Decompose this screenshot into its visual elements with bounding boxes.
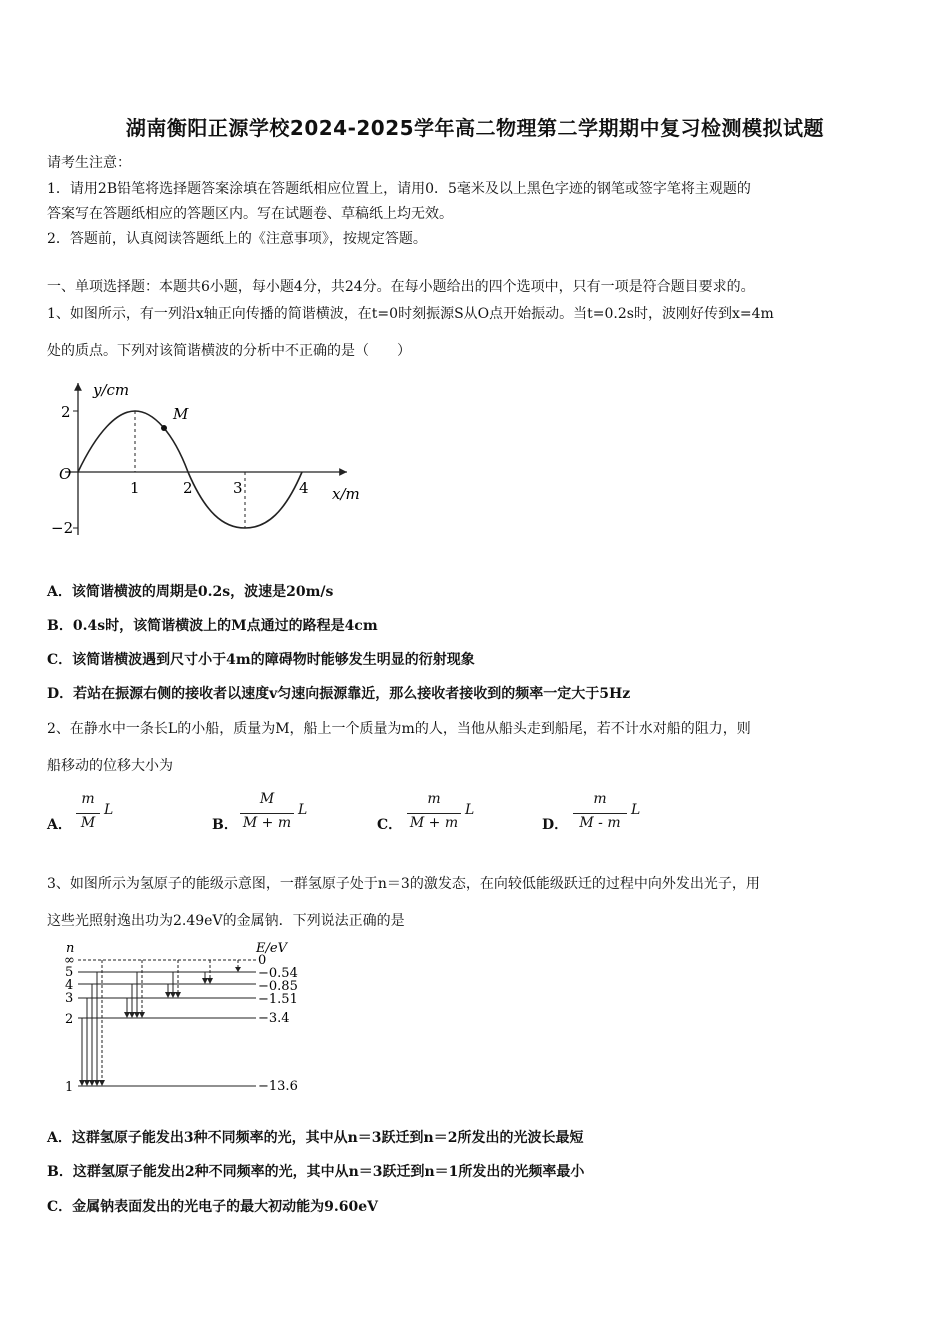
q2-option-a-fraction: m M bbox=[76, 791, 100, 839]
q2-option-c-label: C． bbox=[377, 817, 403, 833]
q3-option-b: B．这群氢原子能发出2种不同频率的光，其中从n＝3跃迁到n＝1所发出的光频率最小 bbox=[47, 1164, 585, 1180]
q1-option-c: C．该简谐横波遇到尺寸小于4m的障碍物时能够发生明显的衍射现象 bbox=[47, 652, 475, 668]
x-tick-4: 4 bbox=[299, 479, 309, 497]
q1-option-a: A．该简谐横波的周期是0.2s，波速是20m/s bbox=[47, 584, 334, 600]
level-n-5: 5 bbox=[65, 965, 74, 980]
q2-stem-line2: 船移动的位移大小为 bbox=[47, 758, 173, 774]
q2-option-b-label: B． bbox=[212, 817, 238, 833]
q2-stem-line1: 2、在静水中一条长L的小船，质量为M，船上一个质量为m的人，当他从船头走到船尾，若不计水对船的阻力，则 bbox=[47, 721, 751, 737]
level-e-0: 0 bbox=[258, 953, 267, 968]
q2-option-d-label: D． bbox=[542, 817, 569, 833]
level-e-2: −3.4 bbox=[258, 1011, 290, 1026]
origin-label: O bbox=[59, 465, 72, 483]
level-n-1: 1 bbox=[65, 1080, 74, 1095]
q1-stem-line2: 处的质点。下列对该简谐横波的分析中不正确的是（ ） bbox=[47, 343, 411, 359]
level-e-1: −13.6 bbox=[258, 1079, 298, 1094]
wave-graph bbox=[45, 375, 375, 545]
q2-option-a-label: A． bbox=[47, 817, 72, 833]
e-axis-label: E/eV bbox=[256, 941, 287, 956]
q2-option-c-tail: L bbox=[465, 802, 475, 818]
x-tick-3: 3 bbox=[233, 479, 243, 497]
page-title: 湖南衡阳正源学校2024-2025学年高二物理第二学期期中复习检测模拟试题 bbox=[125, 116, 825, 140]
y-tick-2: 2 bbox=[61, 403, 71, 421]
x-axis-label: x/m bbox=[332, 485, 360, 503]
q2-option-c-fraction: m M + m bbox=[407, 791, 461, 839]
q2-option-b-fraction: M M + m bbox=[240, 791, 294, 839]
point-M bbox=[161, 425, 167, 431]
q2-option-b-tail: L bbox=[298, 802, 308, 818]
x-tick-1: 1 bbox=[130, 479, 140, 497]
q1-option-d: D．若站在振源右侧的接收者以速度v匀速向振源靠近，那么接收者接收到的频率一定大于5Hz bbox=[47, 686, 631, 702]
notice-heading: 请考生注意： bbox=[47, 155, 131, 171]
level-n-2: 2 bbox=[65, 1012, 74, 1027]
section-heading: 一、单项选择题：本题共6小题，每小题4分，共24分。在每小题给出的四个选项中，只有一项是符合题目要求的。 bbox=[47, 279, 755, 295]
q3-option-a: A．这群氢原子能发出3种不同频率的光，其中从n＝3跃迁到n＝2所发出的光波长最短 bbox=[47, 1130, 584, 1146]
y-axis-label: y/cm bbox=[93, 381, 130, 399]
notice-item-1: 1．请用2B铅笔将选择题答案涂填在答题纸相应位置上，请用0．5毫米及以上黑色字迹的钢笔或签字笔将主观题的 bbox=[47, 181, 751, 197]
q3-stem-line2: 这些光照射逸出功为2.49eV的金属钠．下列说法正确的是 bbox=[47, 913, 405, 929]
notice-item-1-cont: 答案写在答题纸相应的答题区内。写在试题卷、草稿纸上均无效。 bbox=[47, 206, 453, 222]
energy-level-diagram bbox=[60, 938, 310, 1098]
x-tick-2: 2 bbox=[183, 479, 193, 497]
n-axis-label: n bbox=[66, 941, 75, 956]
level-n-inf: ∞ bbox=[64, 953, 75, 968]
q2-option-d-tail: L bbox=[631, 802, 641, 818]
level-n-4: 4 bbox=[65, 978, 74, 993]
q3-option-c: C．金属钠表面发出的光电子的最大初动能为9.60eV bbox=[47, 1199, 379, 1215]
level-e-3: −1.51 bbox=[258, 992, 298, 1007]
q3-stem-line1: 3、如图所示为氢原子的能级示意图，一群氢原子处于n＝3的激发态，在向较低能级跃迁的过程中向外发出光子，用 bbox=[47, 876, 760, 892]
q2-option-a-tail: L bbox=[104, 802, 114, 818]
level-e-5: −0.54 bbox=[258, 966, 298, 981]
q1-stem-line1: 1、如图所示，有一列沿x轴正向传播的简谐横波，在t=0时刻振源S从O点开始振动。当t=0.2s时，波刚好传到x=4m bbox=[47, 306, 774, 322]
q2-option-d-fraction: m M - m bbox=[573, 791, 627, 839]
point-M-label: M bbox=[173, 405, 189, 423]
notice-item-2: 2．答题前，认真阅读答题纸上的《注意事项》，按规定答题。 bbox=[47, 231, 427, 247]
y-tick-neg2: −2 bbox=[51, 519, 74, 537]
q1-option-b: B．0.4s时，该简谐横波上的M点通过的路程是4cm bbox=[47, 618, 378, 634]
level-n-3: 3 bbox=[65, 991, 74, 1006]
wave-curve bbox=[78, 411, 302, 528]
level-e-4: −0.85 bbox=[258, 979, 298, 994]
